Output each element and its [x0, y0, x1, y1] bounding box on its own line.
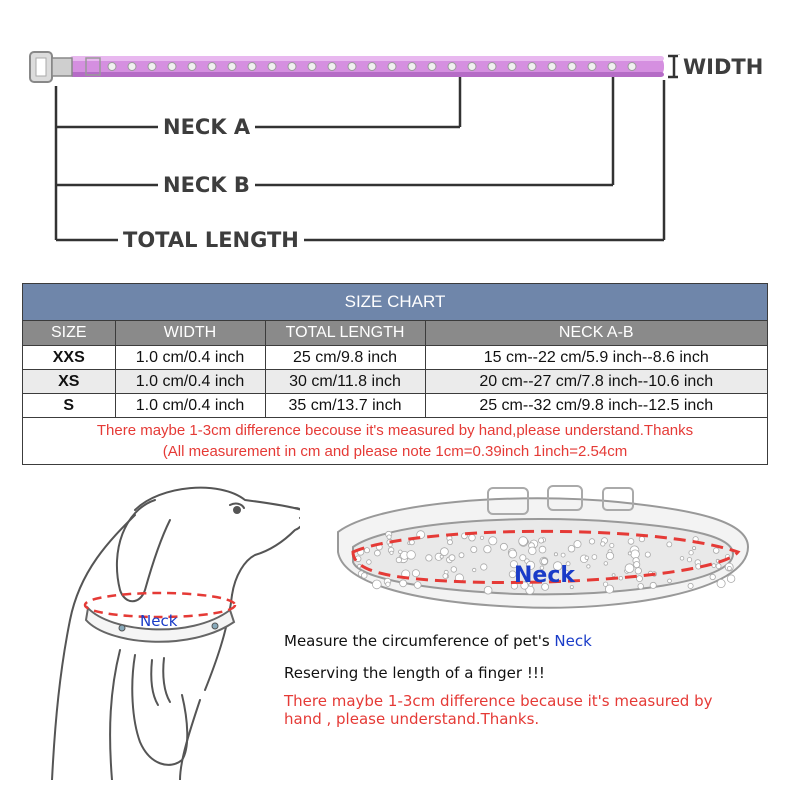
- sparkle: [625, 564, 634, 573]
- sparkle: [441, 548, 449, 556]
- rhinestone: [488, 63, 496, 71]
- dog-neck-label: Neck: [140, 612, 178, 630]
- sparkle: [451, 567, 457, 573]
- column-header-neck: NECK A-B: [425, 321, 767, 346]
- sparkle: [449, 555, 455, 561]
- instruction-finger: Reserving the length of a finger !!!: [284, 664, 545, 682]
- width-cell: 1.0 cm/0.4 inch: [115, 394, 265, 418]
- sparkle: [519, 537, 528, 546]
- sparkle: [367, 560, 372, 565]
- sparkle: [399, 550, 403, 554]
- sparkle: [426, 555, 432, 561]
- total-length-label: TOTAL LENGTH: [118, 228, 304, 252]
- rhinestone-collar-illustration: [318, 482, 768, 622]
- sparkle: [396, 557, 401, 562]
- total-length-cell: 30 cm/11.8 inch: [265, 370, 425, 394]
- width-cell: 1.0 cm/0.4 inch: [115, 370, 265, 394]
- table-row: [23, 394, 767, 418]
- sparkle: [639, 536, 644, 541]
- table-row: [23, 370, 767, 394]
- instruction-neck-highlight: Neck: [554, 632, 592, 650]
- sparkle: [585, 556, 589, 560]
- note-line-2: (All measurement in cm and please note 1cm=0.39inch 1inch=2.54cm: [162, 443, 628, 460]
- rhinestone: [508, 63, 516, 71]
- sparkle: [372, 580, 381, 589]
- sparkle: [471, 546, 477, 552]
- sparkle: [628, 539, 634, 545]
- sparkle: [459, 553, 464, 558]
- sparkle: [561, 553, 565, 557]
- sparkle: [484, 546, 491, 553]
- sparkle: [481, 564, 487, 570]
- sparkle: [710, 574, 715, 579]
- sparkle: [390, 551, 393, 554]
- rhinestone: [628, 63, 636, 71]
- rhinestone: [408, 63, 416, 71]
- table-header-row: [23, 321, 767, 346]
- neck-cell: 15 cm--22 cm/5.9 inch--8.6 inch: [425, 346, 767, 370]
- rhinestone: [308, 63, 316, 71]
- total-length-cell: 35 cm/13.7 inch: [265, 394, 425, 418]
- instruction-measure: [284, 632, 592, 650]
- sparkle: [612, 574, 615, 577]
- rhinestone: [148, 63, 156, 71]
- rhinestone: [348, 63, 356, 71]
- sparkle: [364, 548, 369, 553]
- sparkle: [727, 575, 735, 583]
- note-line-1: There maybe 1-3cm difference becouse it's measured by hand,please understand.Thanks: [96, 422, 694, 439]
- total-length-cell: 25 cm/9.8 inch: [265, 346, 425, 370]
- sparkle: [388, 543, 392, 547]
- sparkle: [668, 579, 672, 583]
- sparkle: [628, 552, 631, 555]
- rhinestone: [528, 63, 536, 71]
- sparkle: [638, 584, 644, 590]
- sparkle: [473, 568, 476, 571]
- sparkle: [637, 576, 643, 582]
- sparkle: [587, 565, 590, 568]
- sparkle: [589, 539, 594, 544]
- sparkle: [687, 558, 691, 562]
- sparkle: [448, 540, 453, 545]
- sparkle: [387, 535, 391, 539]
- measurement-lines: [56, 56, 680, 240]
- rhinestone: [588, 63, 596, 71]
- sparkle: [667, 542, 672, 547]
- sparkle: [500, 543, 507, 550]
- sparkle: [484, 586, 492, 594]
- rhinestone: [448, 63, 456, 71]
- rhinestone: [568, 63, 576, 71]
- sparkle: [601, 542, 605, 546]
- width-cell: 1.0 cm/0.4 inch: [115, 346, 265, 370]
- rhinestone: [248, 63, 256, 71]
- rhinestone: [228, 63, 236, 71]
- sparkle: [539, 546, 546, 553]
- rhinestone: [208, 63, 216, 71]
- sparkle: [689, 551, 693, 555]
- sparkle: [680, 557, 684, 561]
- sparkle: [489, 537, 497, 545]
- column-header-size: SIZE: [23, 321, 115, 346]
- sparkle: [509, 550, 517, 558]
- sparkle: [362, 573, 368, 579]
- rhinestone: [608, 63, 616, 71]
- sparkle: [409, 540, 414, 545]
- sparkle: [480, 536, 483, 539]
- sparkle: [443, 574, 448, 579]
- rhinestone: [288, 63, 296, 71]
- neck-cell: 20 cm--27 cm/7.8 inch--10.6 inch: [425, 370, 767, 394]
- sparkle: [414, 582, 421, 589]
- instruction-warning: There maybe 1-3cm difference because it's measured by hand , please understand.Thanks.: [284, 692, 713, 728]
- sparkle: [529, 547, 537, 555]
- collar-neck-label: Neck: [514, 563, 576, 588]
- size-cell: XS: [23, 370, 115, 394]
- width-label: WIDTH: [678, 55, 768, 79]
- size-chart-title: SIZE CHART: [23, 284, 767, 321]
- rhinestone: [468, 63, 476, 71]
- rhinestone: [328, 63, 336, 71]
- sparkle: [693, 547, 696, 550]
- rhinestone: [428, 63, 436, 71]
- sparkle: [727, 566, 731, 570]
- sparkle: [605, 585, 613, 593]
- sparkle: [645, 552, 650, 557]
- sparkle: [539, 538, 544, 543]
- sparkle: [604, 562, 608, 566]
- size-cell: S: [23, 394, 115, 418]
- sparkle: [440, 555, 443, 558]
- sparkle: [375, 550, 381, 556]
- sparkle: [650, 582, 656, 588]
- rhinestone: [108, 63, 116, 71]
- rhinestone: [368, 63, 376, 71]
- sparkle: [634, 562, 640, 568]
- sparkle: [713, 548, 719, 554]
- table-row: [23, 346, 767, 370]
- sparkle: [606, 552, 613, 559]
- size-cell: XXS: [23, 346, 115, 370]
- sparkle: [712, 564, 716, 568]
- rhinestone: [188, 63, 196, 71]
- neck-b-label: NECK B: [158, 173, 255, 197]
- sparkle: [716, 564, 721, 569]
- sparkle: [520, 555, 526, 561]
- rhinestone: [128, 63, 136, 71]
- sparkle: [619, 576, 623, 580]
- sparkle: [574, 541, 581, 548]
- neck-cell: 25 cm--32 cm/9.8 inch--12.5 inch: [425, 394, 767, 418]
- rhinestone: [388, 63, 396, 71]
- sparkle: [635, 568, 641, 574]
- rhinestone: [268, 63, 276, 71]
- sparkle: [412, 570, 419, 577]
- dog-illustration: [40, 480, 300, 780]
- sparkle: [631, 550, 640, 559]
- size-chart-note: [23, 418, 767, 464]
- sparkle: [400, 580, 407, 587]
- instruction-measure-text: Measure the circumference of pet's: [284, 632, 555, 650]
- rhinestone: [548, 63, 556, 71]
- column-header-total-length: TOTAL LENGTH: [265, 321, 425, 346]
- size-chart: [22, 283, 768, 465]
- neck-a-label: NECK A: [158, 115, 255, 139]
- sparkle: [688, 583, 693, 588]
- sparkle: [554, 553, 557, 556]
- sparkle: [469, 534, 476, 541]
- sparkle: [592, 555, 597, 560]
- rhinestone: [168, 63, 176, 71]
- sparkle: [568, 545, 575, 552]
- sparkle: [407, 551, 416, 560]
- sparkle: [386, 582, 390, 586]
- size-chart-table: [23, 321, 767, 418]
- sparkle: [717, 579, 725, 587]
- sparkle: [610, 543, 614, 547]
- column-header-width: WIDTH: [115, 321, 265, 346]
